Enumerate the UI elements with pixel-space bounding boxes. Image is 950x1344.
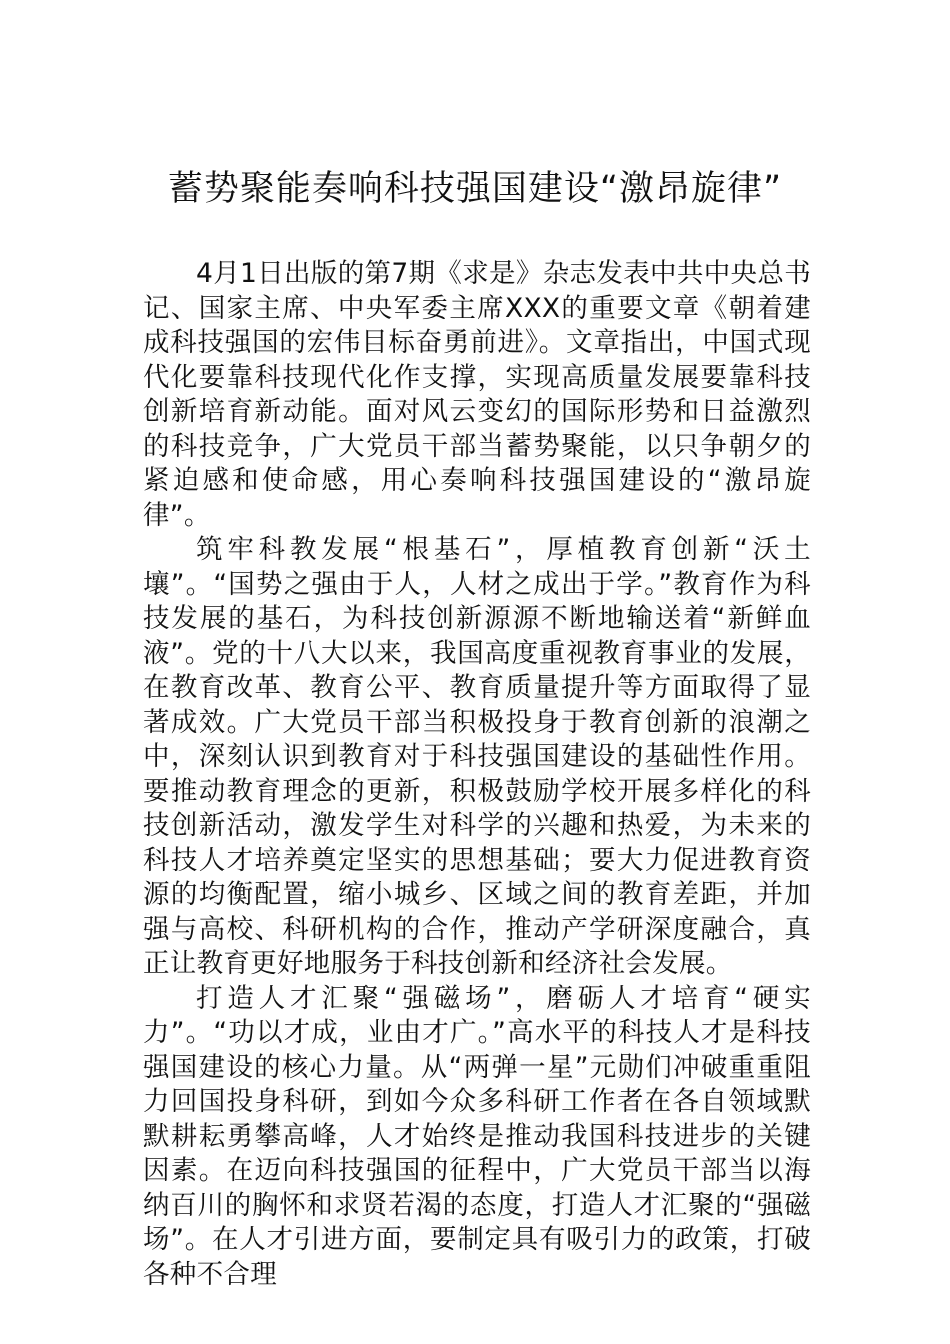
paragraph-education: 筑牢科教发展“根基石”，厚植教育创新“沃土壤”。“国势之强由于人，人材之成出于学。”教育作为科技发展的基石，为科技创新源源不断地输送着“新鲜血液”。党的十八大以来，我国高度重视教育事业的发展，在教育改革、教育公平、教育质量提升等方面取得了显著成效。广大党员干部当积极投身于教育创新的浪潮之中，深刻认识到教育对于科技强国建设的基础性作用。要推动教育理念的更新，积极鼓励学校开展多样化的科技创新活动，激发学生对科学的兴趣和热爱，为未来的科技人才培养奠定坚实的思想基础；要大力促进教育资源的均衡配置，缩小城乡、区域之间的教育差距，并加强与高校、科研机构的合作，推动产学研深度融合，真正让教育更好地服务于科技创新和经济社会发展。: [143, 534, 811, 979]
paragraph-talent: 打造人才汇聚“强磁场”，磨砺人才培育“硬实力”。“功以才成，业由才广。”高水平的科技人才是科技强国建设的核心力量。从“两弹一星”元勋们冲破重重阻力回国投身科研，到如今众多科研工作者在各自领域默默耕耘勇攀高峰，人才始终是推动我国科技进步的关键因素。在迈向科技强国的征程中，广大党员干部当以海纳百川的胸怀和求贤若渴的态度，打造人才汇聚的“强磁场”。在人才引进方面，要制定具有吸引力的政策，打破各种不合理: [143, 982, 811, 1290]
document-body: [143, 257, 811, 1292]
document-title: 蓄势聚能奏响科技强国建设“激昂旋律”: [167, 169, 783, 209]
paragraph-intro: 4月1日出版的第7期《求是》杂志发表中共中央总书记、国家主席、中央军委主席XXX的重要文章《朝着建成科技强国的宏伟目标奋勇前进》。文章指出，中国式现代化要靠科技现代化作支撑，实现高质量发展要靠科技创新培育新动能。面对风云变幻的国际形势和日益激烈的科技竞争，广大党员干部当蓄势聚能，以只争朝夕的紧迫感和使命感，用心奏响科技强国建设的“激昂旋律”。: [143, 258, 811, 531]
